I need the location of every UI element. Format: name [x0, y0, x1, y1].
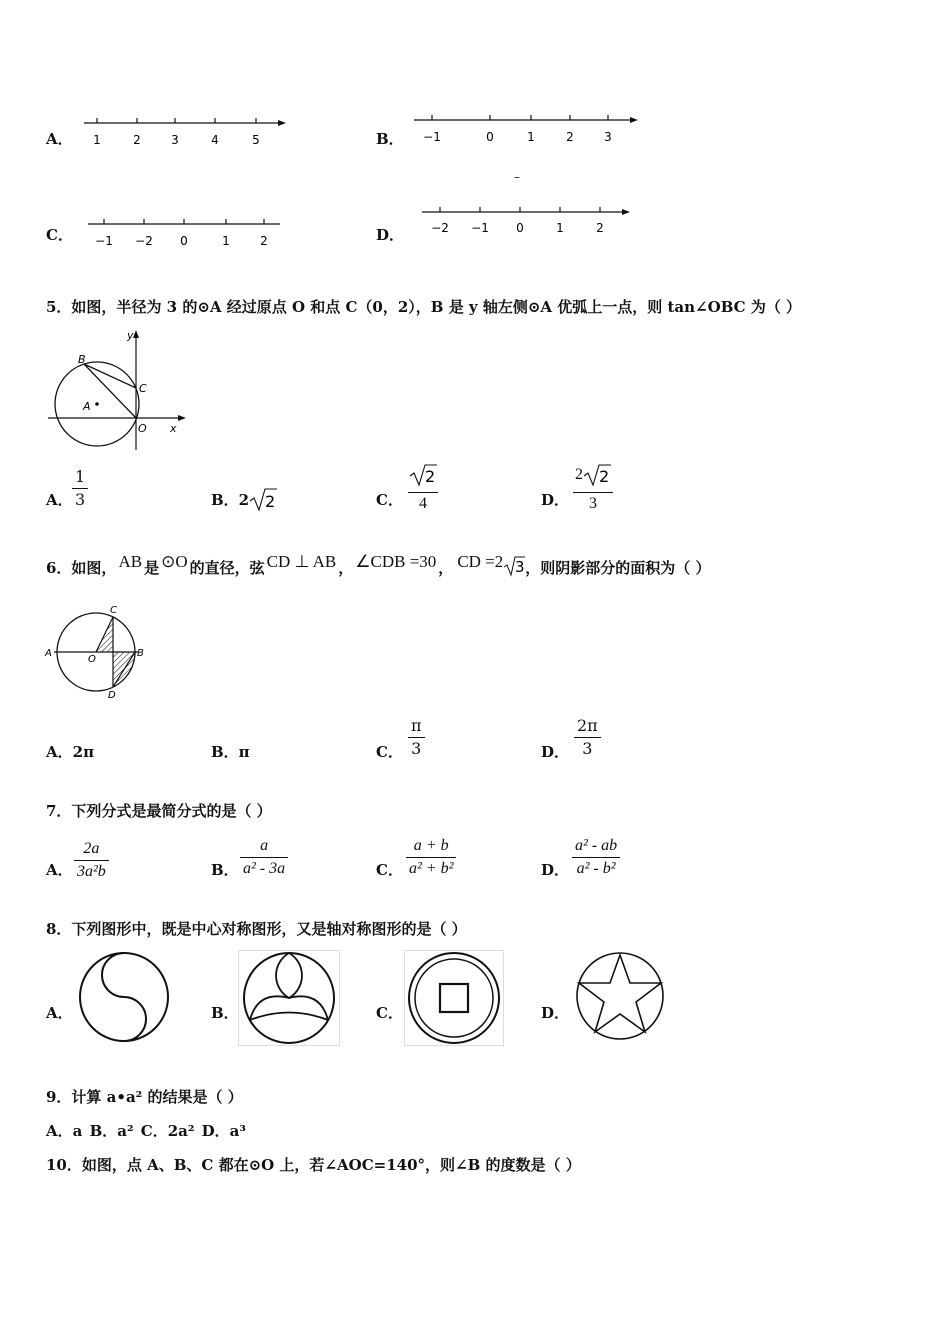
q6-option-d-label: D．	[541, 743, 570, 761]
point-label-b: B	[78, 353, 86, 366]
tick-label: −2	[431, 221, 449, 235]
q7-option-b-fraction	[240, 838, 288, 877]
q7-option-a-label: A．	[46, 861, 73, 879]
tick-label: 1	[556, 221, 564, 235]
circle-with-square-figure	[404, 950, 504, 1046]
numerator: a	[260, 837, 269, 854]
q4-option-b-label: B．	[376, 130, 404, 148]
tick-label: 1	[222, 234, 230, 248]
denominator: 3	[72, 488, 88, 508]
q6-option-a-label: A．2π	[46, 743, 95, 761]
radicand: 2	[599, 467, 610, 486]
q4-option-a-numberline	[80, 110, 290, 152]
tick-label: 0	[516, 221, 524, 235]
q6-circle-figure	[40, 600, 152, 704]
radicand: 2	[265, 492, 276, 511]
q6-option-c-label: C．	[376, 743, 403, 761]
radicand: 2	[425, 467, 436, 486]
sqrt-icon	[583, 462, 611, 488]
denominator: 3	[574, 737, 601, 757]
q7-option-d-fraction	[572, 838, 620, 877]
q7-question-text: 7．下列分式是最简分式的是（ ）	[46, 802, 272, 820]
sqrt-icon	[503, 555, 525, 579]
tick-label: −2	[135, 234, 153, 248]
sqrt-icon	[249, 486, 277, 514]
q7-option-a-fraction	[74, 841, 109, 880]
q8-option-b-label: B．	[211, 1004, 239, 1022]
numerator: 1	[75, 467, 86, 486]
denominator: 4	[408, 492, 438, 513]
tick-label: 1	[93, 133, 101, 147]
tick-label: −1	[423, 130, 441, 144]
q8-option-a-label: A．	[46, 1004, 73, 1022]
q6-text-part: 是	[144, 559, 160, 577]
q5-option-a-fraction	[72, 469, 88, 508]
q8-option-d-label: D．	[541, 1004, 570, 1022]
q4-option-d-numberline	[418, 200, 634, 242]
q8-option-c-label: C．	[376, 1004, 403, 1022]
point-label-a: A	[45, 648, 52, 659]
q6-option-c-fraction	[408, 718, 425, 757]
q6-math-angle: ∠CDB =30	[355, 552, 437, 571]
q6-math-circle-o: ⊙O	[161, 552, 188, 571]
tick-label: 2	[133, 133, 141, 147]
q9-options: A．a B．a² C．2a² D．a³	[46, 1122, 246, 1140]
q6-math-ab: AB	[118, 552, 143, 571]
point-label-o: O	[88, 654, 96, 665]
tick-label: 0	[180, 234, 188, 248]
axis-label-x: x	[170, 422, 177, 435]
tick-label: 3	[171, 133, 179, 147]
denominator: a² + b²	[406, 857, 456, 877]
tick-label: 5	[252, 133, 260, 147]
q6-math-perpendicular: CD ⊥ AB	[266, 552, 337, 571]
circle-with-star-figure	[572, 950, 668, 1042]
q7-option-b-label: B．	[211, 861, 239, 879]
q5-option-a-label: A．	[46, 491, 73, 509]
q5-option-c-fraction	[408, 462, 438, 513]
denominator: 3	[408, 737, 425, 757]
q5-option-b-label: B．2	[211, 491, 250, 509]
q7-option-c-label: C．	[376, 861, 403, 879]
numerator: a² - ab	[575, 837, 618, 854]
q6-text-part: 的直径，弦	[189, 559, 265, 577]
point-label-a: A	[83, 400, 91, 413]
point-label-c: C	[139, 382, 147, 395]
sqrt-icon	[409, 462, 437, 488]
q5-option-d-fraction	[573, 462, 613, 513]
q6-text-part: 6．如图，	[46, 559, 117, 577]
q5-option-d-label: D．	[541, 491, 570, 509]
tick-label: 1	[527, 130, 535, 144]
q8-question-text: 8．下列图形中，既是中心对称图形，又是轴对称图形的是（ ）	[46, 920, 467, 938]
tick-label: 2	[260, 234, 268, 248]
tick-label: 2	[566, 130, 574, 144]
q6-text-part: ，	[438, 559, 454, 577]
coefficient: 2	[575, 466, 583, 483]
q5-circle-figure	[44, 322, 190, 454]
point-label-d: D	[108, 690, 116, 701]
q4-option-b-numberline	[410, 108, 642, 150]
tick-label: 0	[486, 130, 494, 144]
numerator: π	[411, 716, 422, 735]
stray-mark: –	[514, 170, 520, 184]
tick-label: 4	[211, 133, 219, 147]
q7-option-c-fraction	[406, 838, 456, 877]
yin-yang-figure	[76, 950, 172, 1044]
point-label-o: O	[138, 422, 147, 435]
q5-option-c-label: C．	[376, 491, 403, 509]
tick-label: −1	[471, 221, 489, 235]
q9-question-text: 9．计算 a•a² 的结果是（ ）	[46, 1088, 243, 1106]
denominator: a² - 3a	[240, 857, 288, 877]
denominator: a² - b²	[572, 857, 620, 877]
q6-option-b-label: B．π	[211, 743, 250, 761]
q4-option-a-label: A．	[46, 130, 73, 148]
q7-option-d-label: D．	[541, 861, 570, 879]
numerator: 2a	[83, 840, 100, 857]
radicand: 3	[515, 558, 525, 576]
q6-text-part: ，	[338, 559, 354, 577]
q6-question-text	[46, 552, 711, 581]
tick-label: 3	[604, 130, 612, 144]
axis-label-y: y	[127, 329, 134, 342]
q5-question-text: 5．如图，半径为 3 的⊙A 经过原点 O 和点 C（0，2），B 是 y 轴左侧⊙A 优弧上一点，则 tan∠OBC 为（ ）	[46, 298, 802, 316]
q10-question-text: 10．如图，点 A、B、C 都在⊙O 上，若∠AOC=140°，则∠B 的度数是（ ）	[46, 1156, 581, 1174]
point-label-c: C	[110, 605, 117, 616]
numerator: 2π	[577, 716, 598, 735]
denominator: 3a²b	[74, 860, 109, 880]
q6-option-d-fraction	[574, 718, 601, 757]
tick-label: 2	[596, 221, 604, 235]
tick-label: −1	[95, 234, 113, 248]
q4-option-d-label: D．	[376, 226, 405, 244]
q4-option-c-label: C．	[46, 226, 73, 244]
numerator: a + b	[413, 837, 449, 854]
q6-math-length: CD =2	[457, 552, 504, 571]
three-circles-figure	[238, 950, 340, 1046]
point-label-b: B	[137, 648, 144, 659]
q6-text-part: ，则阴影部分的面积为（ ）	[525, 559, 711, 577]
denominator: 3	[573, 492, 613, 513]
q4-option-c-numberline	[84, 212, 286, 254]
